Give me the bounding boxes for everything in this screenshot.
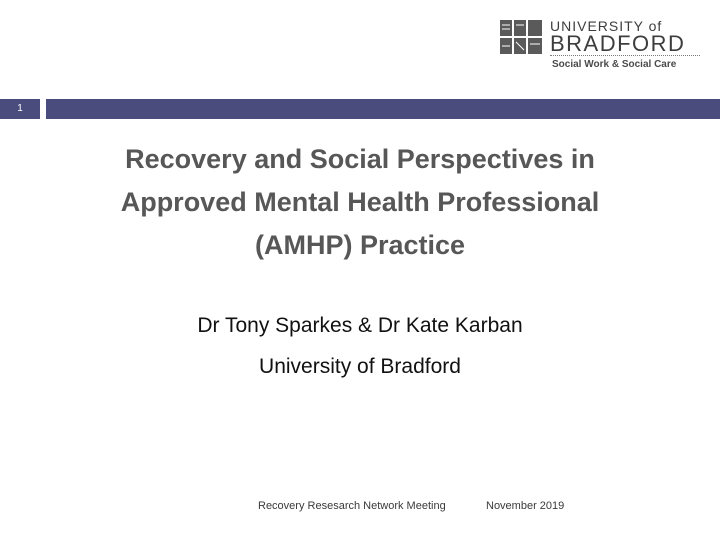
university-logo — [500, 14, 705, 72]
logo-divider — [550, 55, 700, 56]
footer-event: Recovery Resesarch Network Meeting — [258, 500, 446, 512]
university-crest-icon — [500, 20, 542, 54]
logo-bradford: BRADFORD — [550, 31, 686, 56]
slide-title — [40, 138, 680, 267]
title-line: Approved Mental Health Professional — [120, 187, 600, 217]
logo-university-of: UNIVERSITY of — [550, 18, 663, 34]
slide-number: 1 — [17, 103, 23, 114]
footer-date: November 2019 — [486, 500, 565, 512]
logo-department: Social Work & Social Care — [552, 59, 677, 70]
affiliation: University of Bradford — [259, 355, 461, 378]
title-line: (AMHP) Practice — [254, 230, 466, 260]
header-accent-bar — [46, 99, 720, 119]
title-line: Recovery and Social Perspectives in — [125, 144, 595, 174]
authors: Dr Tony Sparkes & Dr Kate Karban — [197, 314, 523, 337]
